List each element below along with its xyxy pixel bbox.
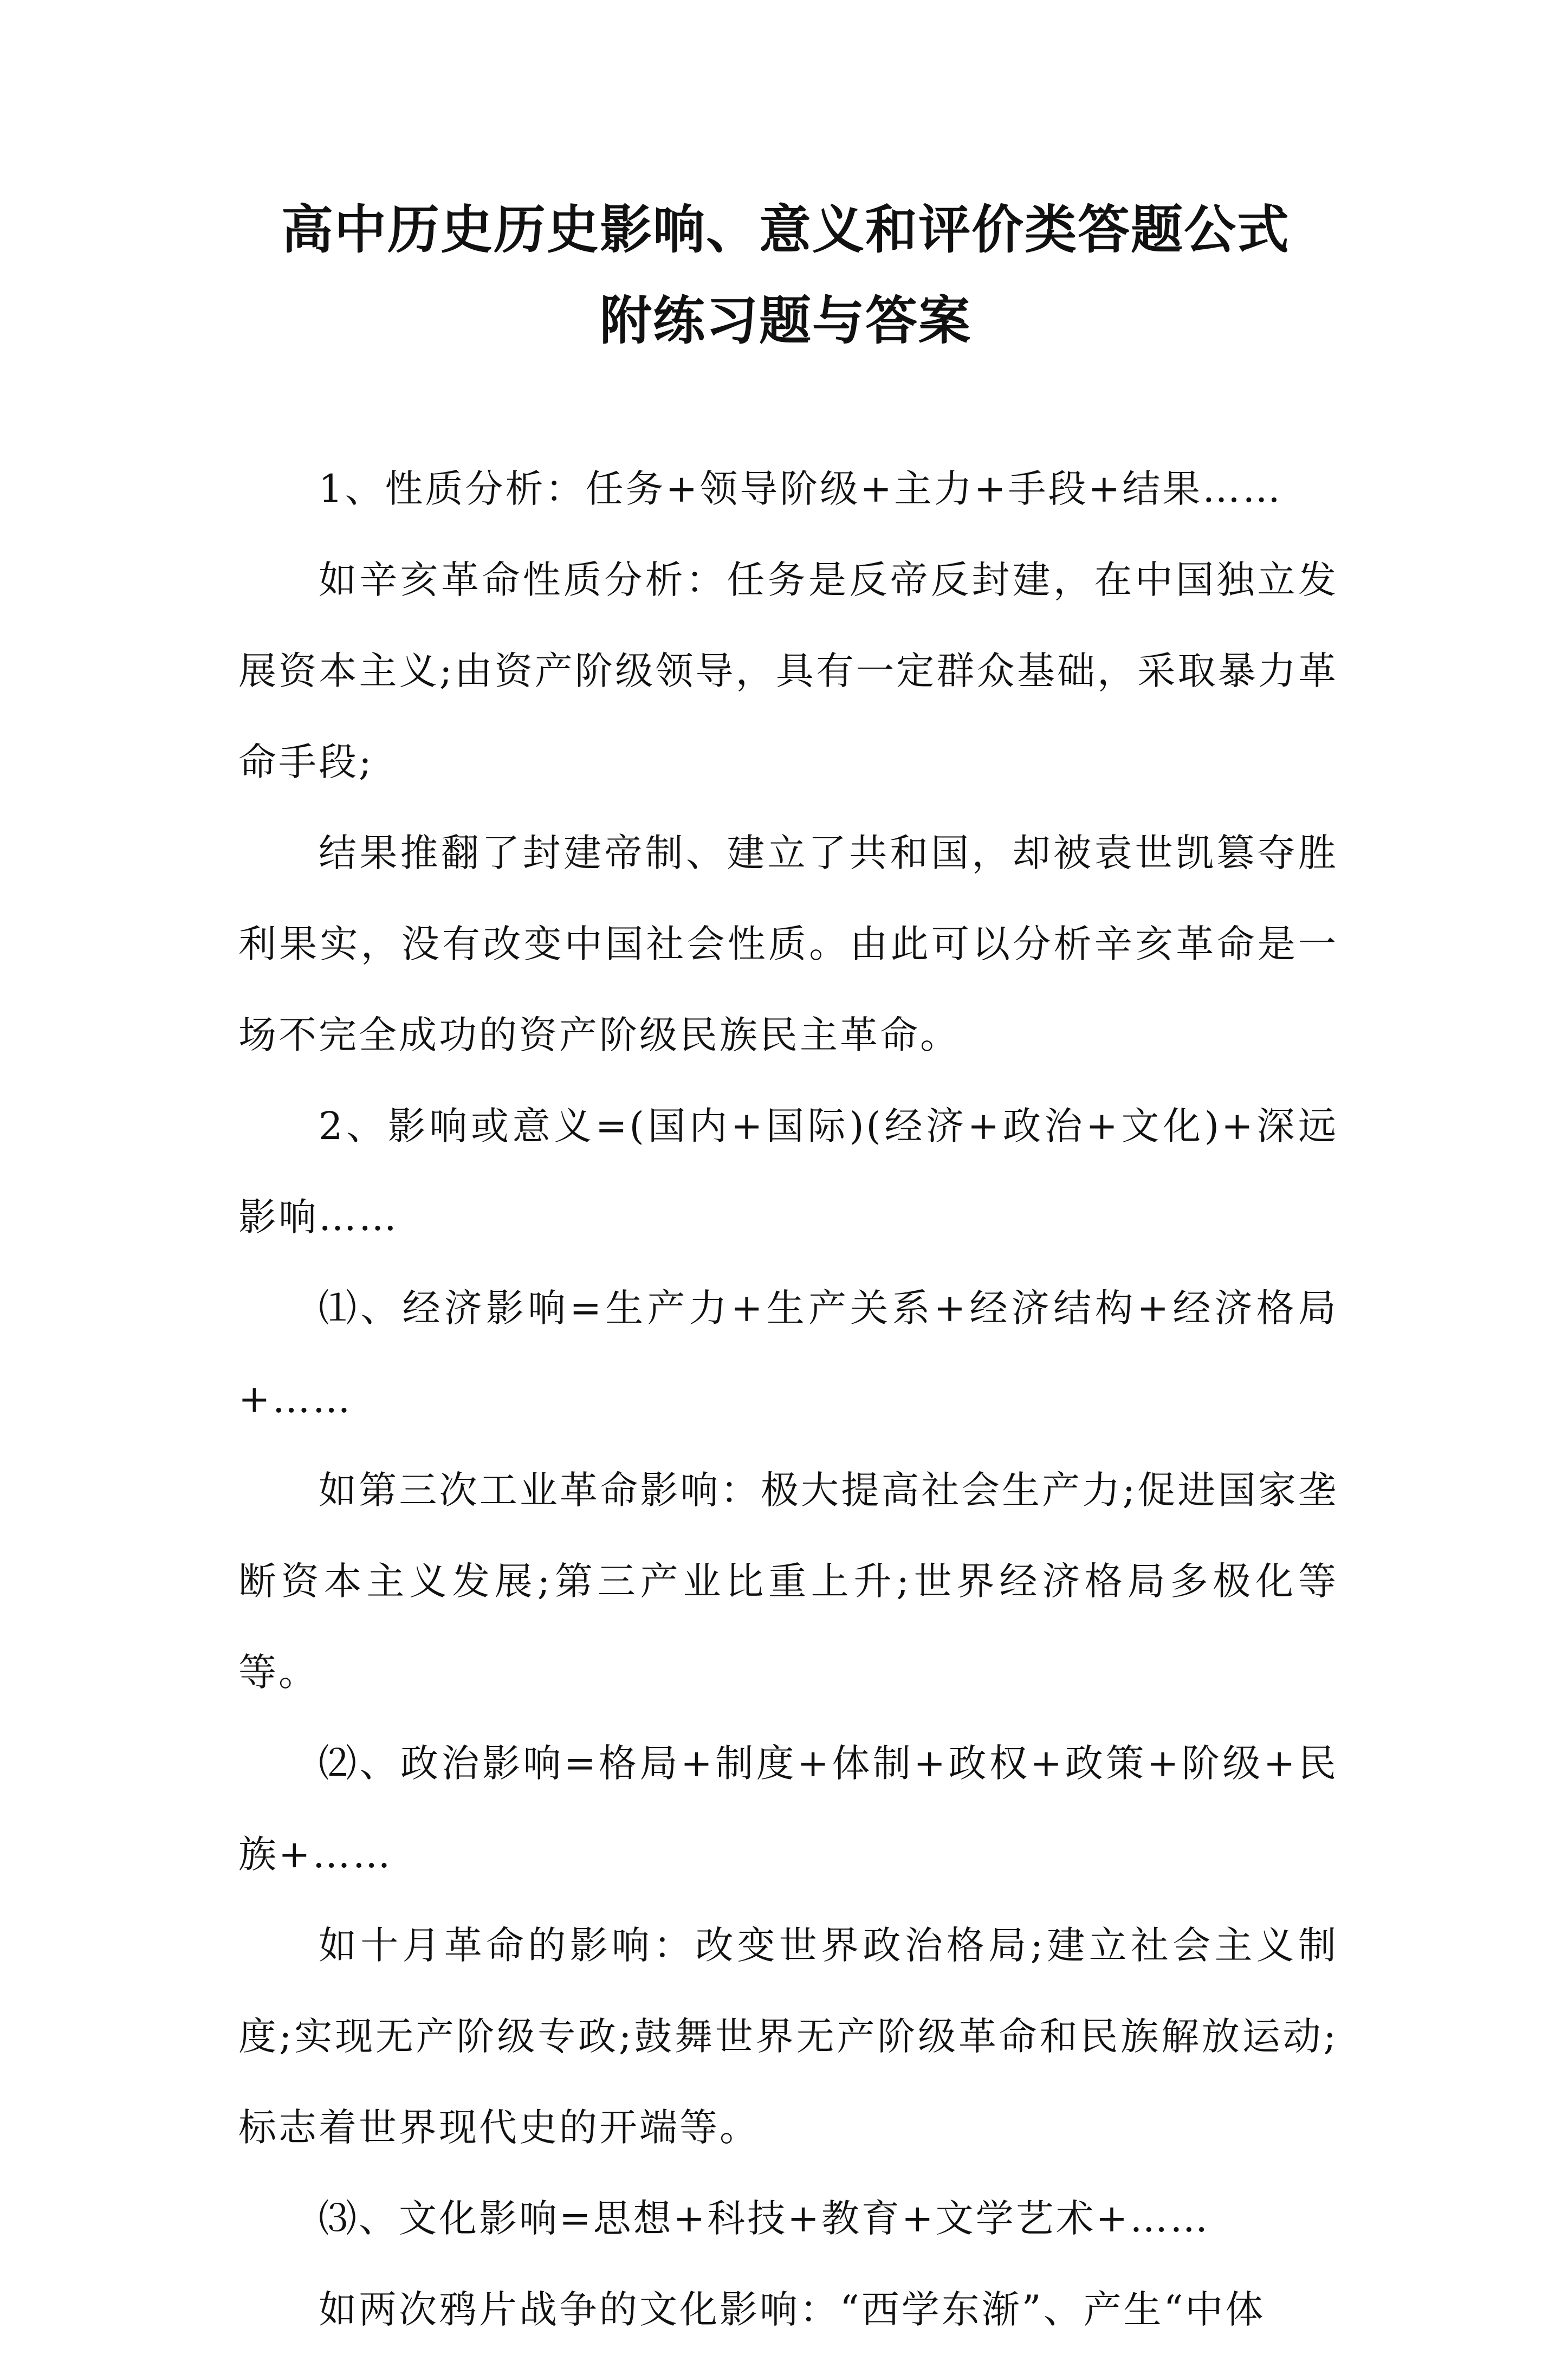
paragraph-influence-formula: 2、影响或意义=(国内+国际)(经济+政治+文化)+深远影响……	[238, 1104, 1338, 1239]
paragraph-cultural-influence: ⑶、文化影响=思想+科技+教育+文学艺术+……	[319, 2196, 1210, 2241]
paragraph-xinhai-result: 结果推翻了封建帝制、建立了共和国，却被袁世凯篡夺胜利果实，没有改变中国社会性质。由此可以分析辛亥革命是一场不完全成功的资产阶级民族民主革命。	[238, 831, 1338, 1057]
paragraph-opium-war-example: 如两次鸦片战争的文化影响：“西学东渐”、产生“中体	[319, 2287, 1266, 2332]
paragraph-economic-influence: ⑴、经济影响=生产力+生产关系+经济结构+经济格局+……	[238, 1286, 1338, 1421]
paragraph-xinhai-example: 如辛亥革命性质分析：任务是反帝反封建，在中国独立发展资本主义;由资产阶级领导，具有一定群众基础，采取暴力革命手段;	[238, 558, 1338, 784]
title-line-2: 附练习题与答案	[600, 290, 971, 351]
paragraph-industrial-revolution-example: 如第三次工业革命影响：极大提高社会生产力;促进国家垄断资本主义发展;第三产业比重上升;世界经济格局多极化等等。	[238, 1468, 1338, 1694]
paragraph-nature-analysis-formula: 1、性质分析：任务+领导阶级+主力+手段+结果……	[319, 467, 1283, 511]
page-title	[238, 184, 1333, 366]
paragraph-october-revolution-example: 如十月革命的影响：改变世界政治格局;建立社会主义制度;实现无产阶级专政;鼓舞世界无产阶级革命和民族解放运动;标志着世界现代史的开端等。	[238, 1923, 1338, 2150]
paragraph-political-influence: ⑵、政治影响=格局+制度+体制+政权+政策+阶级+民族+……	[238, 1741, 1338, 1877]
document-body	[238, 443, 1338, 2355]
title-line-1: 高中历史历史影响、意义和评价类答题公式	[281, 199, 1290, 260]
